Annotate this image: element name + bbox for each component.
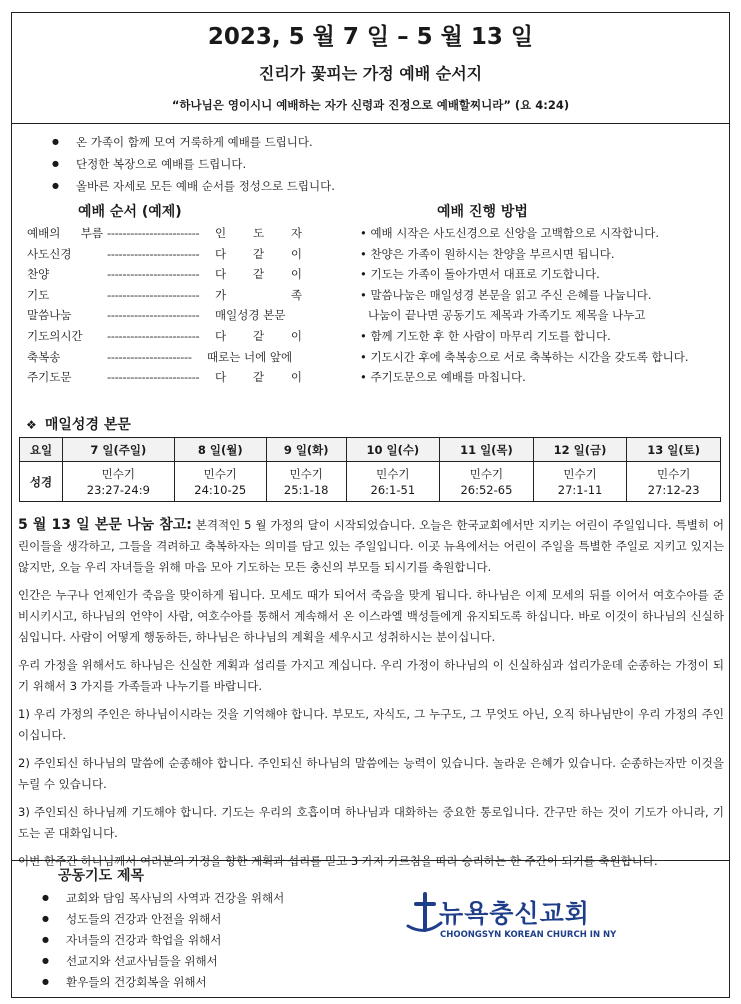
table-day-cell: 7 일(주일) bbox=[63, 438, 175, 462]
order-item-performer: 다 같 이 bbox=[215, 267, 302, 282]
method-item: • 말씀나눔은 매일성경 본문을 읽고 주신 은혜를 나눕니다. bbox=[360, 287, 652, 302]
order-item-name: 기도의시간 bbox=[27, 328, 83, 343]
reflection-lead: 5 월 13 일 본문 나눔 참고: bbox=[18, 517, 192, 533]
intro-item: ● 올바른 자세로 모든 예배 순서를 정성으로 드립니다. bbox=[52, 178, 335, 200]
order-item-performer: 다 같 이 bbox=[215, 370, 302, 385]
reflection-paragraph: 2) 주인되신 하나님의 말씀에 순종해야 합니다. 주인되신 하나님의 말씀에는 능력이 있습니다. 놀라운 은혜가 있습니다. 순종하는자만 이것을 누릴 수 있습니다. bbox=[18, 756, 724, 791]
prayer-item: ● 자녀들의 건강과 학업을 위해서 bbox=[42, 932, 284, 953]
order-item-leader-dashes: ------------------------ bbox=[107, 226, 200, 240]
worship-order-heading: 예배 순서 (예제) bbox=[78, 204, 182, 220]
table-passage-cell bbox=[174, 462, 266, 502]
table-day-cell: 9 일(화) bbox=[266, 438, 346, 462]
table-day-cell: 8 일(월) bbox=[174, 438, 266, 462]
order-item bbox=[27, 246, 302, 267]
intro-item: ● 온 가족이 함께 모여 거룩하게 예배를 드립니다. bbox=[52, 134, 335, 156]
order-item-leader-dashes: ---------------------- bbox=[107, 349, 192, 364]
table-row bbox=[20, 438, 721, 462]
table-passage-cell bbox=[627, 462, 721, 502]
order-item-leader-dashes: ------------------------ bbox=[107, 246, 200, 261]
passage-range: 27:12-23 bbox=[647, 482, 700, 497]
reflection-paragraph bbox=[18, 515, 724, 578]
order-item bbox=[27, 349, 302, 370]
order-item bbox=[27, 307, 302, 328]
order-item-name: 축복송 bbox=[27, 349, 61, 364]
scripture-verse: “하나님은 영이시니 예배하는 자가 신령과 진정으로 예배할찌니라” (요 4:24) bbox=[171, 98, 570, 112]
order-item-leader-dashes: ------------------------ bbox=[107, 328, 200, 343]
diamond-bullet-icon: ❖ bbox=[26, 418, 37, 432]
order-item-performer: 가 족 bbox=[215, 287, 302, 302]
passage-range: 26:1-51 bbox=[370, 482, 416, 497]
method-item: • 주기도문으로 예배를 마칩니다. bbox=[360, 370, 526, 385]
order-item-name: 사도신경 bbox=[27, 246, 72, 261]
method-item: • 기도는 가족이 돌아가면서 대표로 기도합니다. bbox=[360, 267, 600, 282]
order-item-name: 찬양 bbox=[27, 267, 50, 282]
church-subtitle: CHOONGSYN KOREAN CHURCH IN NY bbox=[440, 930, 617, 940]
passage-book: 민수기 bbox=[469, 466, 504, 481]
passage-book: 민수기 bbox=[376, 466, 410, 481]
method-item: • 함께 기도한 후 한 사람이 마무리 기도를 합니다. bbox=[360, 328, 611, 343]
reflection-paragraph: 인간은 누구나 언제인가 죽음을 맞이하게 됩니다. 모세도 때가 되어서 죽음을 맞게 됩니다. 하나님은 이제 모세의 뒤를 이어서 여호수아를 준비시키시고, 하나님의 언약이 사람, 여호수아를 통해서 계속해서 온 이스라엘 백성들에게 유지되도록 하십니다. 바로 이것이 하나님의 신실하심입니다. 사람이 어떻게 행동하든, 하나님은 하나님의 계획을 세우시고 성취하시는 분이십니다. bbox=[18, 588, 724, 644]
reflection-paragraph: 이번 한주간 하나님께서 여러분의 가정을 향한 계획과 섭리를 믿고 3 가지 가르침을 따라 승리하는 한 주간이 되기를 축원합니다. bbox=[18, 854, 658, 868]
order-item-leader-dashes: ------------------------ bbox=[107, 308, 200, 323]
order-item-performer: 인 도 자 bbox=[215, 226, 302, 240]
method-item: • 예배 시작은 사도신경으로 신앙을 고백함으로 시작합니다. bbox=[360, 226, 659, 240]
reflection-paragraph: 3) 주인되신 하나님께 기도해야 합니다. 기도는 우리의 호흡이며 하나님과 대화하는 중요한 통로입니다. 간구만 하는 것이 기도가 아니라, 기도는 곧 대화입니다. bbox=[18, 805, 724, 840]
passage-book: 민수기 bbox=[289, 466, 323, 481]
header-divider bbox=[11, 123, 730, 124]
order-item bbox=[27, 287, 302, 308]
order-item-performer: 다 같 이 bbox=[215, 328, 302, 343]
order-item bbox=[27, 225, 302, 246]
church-logo bbox=[405, 890, 630, 950]
table-row-label: 성경 bbox=[20, 462, 63, 502]
passage-range: 23:27-24:9 bbox=[86, 482, 150, 497]
table-passage-cell bbox=[346, 462, 440, 502]
intro-item: ● 단정한 복장으로 예배를 드립니다. bbox=[52, 156, 335, 178]
date-range-title: 2023, 5 월 7 일 – 5 월 13 일 bbox=[207, 24, 534, 50]
method-item-continuation: 나눔이 끝나면 공동기도 제목과 가족기도 제목을 나누고 bbox=[368, 308, 646, 323]
order-item-name: 말씀나눔 bbox=[27, 308, 72, 323]
reflection-paragraph: 우리 가정을 위해서도 하나님은 신실한 계획과 섭리를 가지고 계십니다. 우리 가정이 하나님의 이 신실하심과 섭리가운데 순종하는 가정이 되기 위해서 3 가지를 가족들과 나누기를 바랍니다. bbox=[18, 658, 724, 693]
order-item-name: 예배의 부름 bbox=[27, 226, 103, 240]
order-item-performer: 때로는 너에 앞에 bbox=[207, 349, 293, 364]
reflection-text: 본격적인 5 월 가정의 달이 시작되었습니다. 오늘은 한국교회에서만 지키는 어린이 주일입니다. 특별히 어린이들을 생각하고, 그들을 격려하고 축복하자는 의미를 담고 있는 주일입니다. 이곳 뉴욕에서는 어린이 주일을 특별한 주일로 지키고 있지는 않지만, 오늘 우리 자녀들을 위해 마음 모아 기도하는 모든 충신의 부모들 되시기를 축원합니다. bbox=[18, 518, 724, 574]
prayer-topics-list bbox=[42, 890, 284, 995]
prayer-item: ● 교회와 담임 목사님의 사역과 건강을 위해서 bbox=[42, 890, 284, 911]
order-item bbox=[27, 369, 302, 390]
prayer-item: ● 환우들의 건강회복을 위해서 bbox=[42, 974, 284, 995]
daily-bible-table bbox=[19, 437, 721, 502]
passage-range: 27:1-11 bbox=[557, 482, 603, 497]
order-item bbox=[27, 266, 302, 287]
order-item-leader-dashes: ------------------------ bbox=[107, 287, 200, 302]
prayer-topics-heading: 공동기도 제목 bbox=[58, 868, 145, 884]
worship-method-heading: 예배 진행 방법 bbox=[437, 204, 528, 220]
table-row-label: 요일 bbox=[20, 438, 63, 462]
table-day-cell: 12 일(금) bbox=[533, 438, 627, 462]
order-item-name: 주기도문 bbox=[27, 370, 72, 385]
table-passage-cell bbox=[533, 462, 627, 502]
worship-order-list bbox=[27, 225, 302, 390]
daily-bible-heading-text: 매일성경 본문 bbox=[44, 417, 131, 433]
table-passage-cell bbox=[440, 462, 534, 502]
order-item-name: 기도 bbox=[27, 287, 50, 302]
order-item-performer: 다 같 이 bbox=[215, 246, 302, 261]
passage-book: 민수기 bbox=[203, 466, 237, 481]
church-name: 뉴욕충신교회 bbox=[439, 899, 590, 928]
page-title: 진리가 꽃피는 가정 예배 순서지 bbox=[258, 64, 483, 83]
passage-book: 민수기 bbox=[563, 466, 597, 481]
intro-list bbox=[52, 134, 335, 200]
reflection-paragraph: 1) 우리 가정의 주인은 하나님이시라는 것을 기억해야 합니다. 부모도, 자식도, 그 누구도, 그 무엇도 아닌, 오직 하나님만이 우리 가정의 주인이십니다. bbox=[18, 707, 724, 742]
prayer-item: ● 성도들의 건강과 안전을 위해서 bbox=[42, 911, 284, 932]
order-item-leader-dashes: ------------------------ bbox=[107, 267, 200, 282]
daily-bible-heading bbox=[26, 414, 131, 434]
passage-book: 민수기 bbox=[101, 466, 135, 481]
passage-range: 26:52-65 bbox=[460, 482, 513, 497]
prayer-item: ● 선교지와 선교사님들을 위해서 bbox=[42, 953, 284, 974]
worship-method-list bbox=[360, 225, 725, 390]
order-item-leader-dashes: ------------------------ bbox=[107, 370, 200, 385]
table-day-cell: 10 일(수) bbox=[346, 438, 440, 462]
reflection-section bbox=[18, 515, 724, 879]
passage-book: 민수기 bbox=[657, 466, 691, 481]
table-day-cell: 11 일(목) bbox=[440, 438, 534, 462]
table-passage-cell bbox=[266, 462, 346, 502]
passage-range: 25:1-18 bbox=[283, 482, 329, 497]
method-item: • 기도시간 후에 축복송으로 서로 축복하는 시간을 갖도록 합니다. bbox=[360, 349, 689, 364]
order-item bbox=[27, 328, 302, 349]
table-day-cell: 13 일(토) bbox=[627, 438, 721, 462]
order-item-performer: 매일성경 본문 bbox=[215, 308, 286, 323]
method-item: • 찬양은 가족이 원하시는 찬양을 부르시면 됩니다. bbox=[360, 246, 615, 261]
passage-range: 24:10-25 bbox=[194, 482, 247, 497]
table-passage-cell bbox=[63, 462, 175, 502]
table-row bbox=[20, 462, 721, 502]
